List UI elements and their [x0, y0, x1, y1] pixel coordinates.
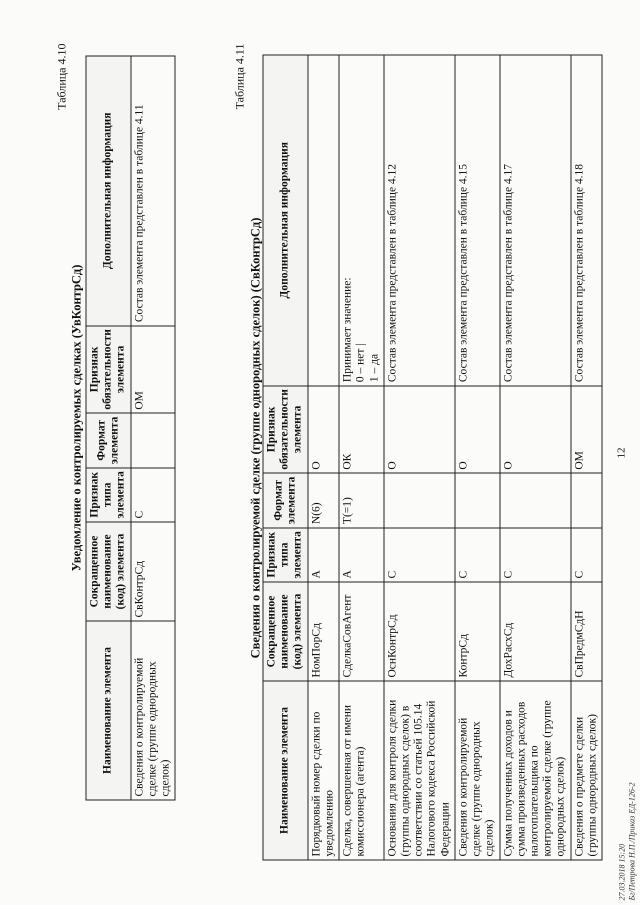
table1-header-name: Наименование элемента: [86, 621, 131, 800]
table2-cell: С: [500, 527, 571, 581]
table-row: [339, 55, 384, 860]
table1-header-code: Сокращенное наименование (код) элемента: [86, 522, 131, 621]
stamp-line-2: Бг/Петрова Н.П./Приказ ЕД-126-2: [627, 781, 637, 900]
table2-cell: ОснКонтрСд: [384, 582, 455, 681]
table1-cell: [131, 413, 176, 467]
table2-caption: Сведения о контролируемой сделке (группе однородных сделок) (СвКонтрСд): [248, 217, 263, 658]
table2-cell: О: [308, 385, 339, 473]
table1-header-row: [86, 56, 131, 800]
table2-cell: Основания для контроля сделки (группы однородных сделок) в соответствии со статьей 105.14 Налогового кодекса Российской Федерации: [384, 681, 455, 860]
table2-cell: С: [384, 527, 455, 581]
table2-header-code: Сокращенное наименование (код) элемента: [263, 582, 308, 681]
table2-cell: [384, 473, 455, 527]
table2-header-info: Дополнительная информация: [263, 55, 308, 386]
table2-cell: Сведения о контролируемой сделке (группе однородных сделок): [455, 681, 500, 860]
table1-header-type: Признак типа элемента: [86, 467, 131, 521]
table1-header-format: Формат элемента: [86, 413, 131, 467]
table2-header-format: Формат элемента: [263, 473, 308, 527]
table-row: [500, 55, 571, 860]
table2-cell: А: [339, 527, 384, 581]
table2-cell: [571, 473, 602, 527]
table2-cell: С: [571, 527, 602, 581]
table1-cell: Состав элемента представлен в таблице 4.11: [131, 56, 176, 326]
table-row: [571, 55, 602, 860]
table2-cell: О: [455, 385, 500, 473]
table2-cell: Состав элемента представлен в таблице 4.18: [571, 55, 602, 386]
table2-cell: С: [455, 527, 500, 581]
table2-cell: T(=1): [339, 473, 384, 527]
rotated-document-page: [18, 5, 637, 900]
table2-header-type: Признак типа элемента: [263, 527, 308, 581]
table2-label: Таблица 4.11: [232, 43, 247, 109]
table2-cell: А: [308, 527, 339, 581]
table-row: [455, 55, 500, 860]
table-4-11: [263, 54, 603, 860]
table2-cell: ДохРасхСд: [500, 582, 571, 681]
table-row: [131, 56, 176, 800]
document-stamp: [618, 782, 637, 900]
table2-cell: Порядковый номер сделки по уведомлению: [308, 681, 339, 860]
table1-caption: Уведомление о контролируемых сделках (УвКонтрСд): [69, 264, 84, 571]
table1-cell: С: [131, 467, 176, 521]
table-4-10: [86, 55, 176, 800]
table2-cell: СделкаСовАгент: [339, 582, 384, 681]
table2-cell: Сумма полученных доходов и сумма произведенных расходов налогоплательщика по контролируемой сделке (группе однородных сделок): [500, 681, 571, 860]
table2-cell: Состав элемента представлен в таблице 4.17: [500, 55, 571, 386]
table2-header-required: Признак обязательности элемента: [263, 385, 308, 473]
table2-cell: СвПредмСдН: [571, 582, 602, 681]
table1-header-info: Дополнительная информация: [86, 56, 131, 326]
table2-cell: НомПорСд: [308, 582, 339, 681]
table1-label: Таблица 4.10: [54, 43, 69, 110]
stamp-line-1: 27.03.2018 15:20: [617, 843, 627, 900]
table1-cell: ОМ: [131, 325, 176, 413]
table1-cell: Сведения о контролируемой сделке (группе однородных сделок): [131, 621, 176, 800]
table2-header-name: Наименование элемента: [263, 681, 308, 860]
table1-cell: СвКонтрСд: [131, 522, 176, 621]
table2-cell: Принимает значение: 0 – нет | 1 – да: [339, 55, 384, 386]
table2-cell: [500, 473, 571, 527]
table2-cell: ОК: [339, 385, 384, 473]
page-number: 12: [615, 447, 628, 458]
table2-cell: Состав элемента представлен в таблице 4.15: [455, 55, 500, 386]
table2-cell: Сведения о предмете сделки (группы однородных сделок): [571, 681, 602, 860]
table2-cell: КонтрСд: [455, 582, 500, 681]
table2-cell: [308, 55, 339, 386]
table2-cell: N(6): [308, 473, 339, 527]
table-row: [384, 55, 455, 860]
table2-cell: Сделка, совершенная от имени комиссионера (агента): [339, 681, 384, 860]
table2-cell: [455, 473, 500, 527]
table-row: [308, 55, 339, 860]
table2-cell: О: [384, 385, 455, 473]
table2-cell: О: [500, 385, 571, 473]
table2-cell: Состав элемента представлен в таблице 4.12: [384, 55, 455, 386]
table2-header-row: [263, 55, 308, 860]
table1-header-required: Признак обязательности элемента: [86, 325, 131, 413]
table2-cell: ОМ: [571, 385, 602, 473]
